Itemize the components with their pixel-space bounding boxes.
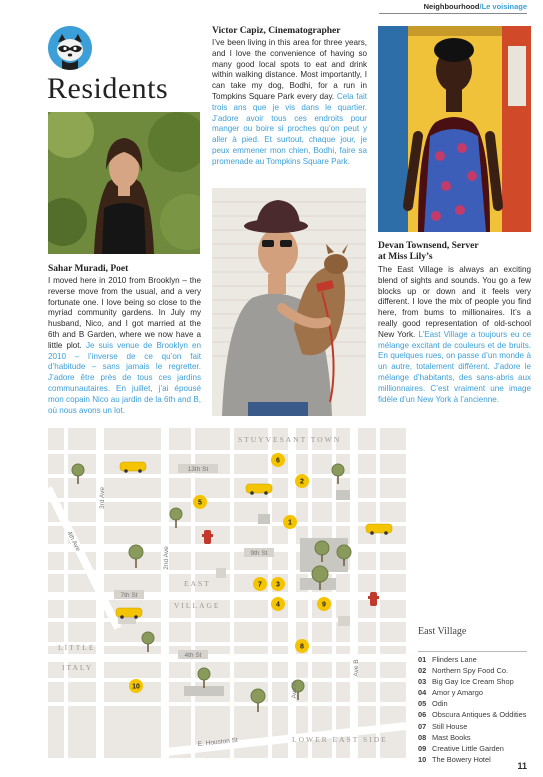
legend-item-number: 09 (418, 743, 427, 753)
legend-item-label: Still House (432, 721, 468, 731)
street-13th-label: 13th St (187, 466, 209, 473)
map-marker-6[interactable] (271, 453, 285, 467)
legend-title: East Village (418, 626, 467, 637)
avenue-3rd-label: 3rd Ave (99, 487, 106, 509)
resident-name-line: Devan Townsend, Server (378, 241, 479, 251)
section-title-alt: Le voisinage (481, 2, 527, 11)
avenue-b-label: Ave B (353, 659, 360, 677)
avenue-4th-label: 4th Ave (65, 530, 82, 553)
legend-item-number: 04 (418, 688, 427, 698)
map-marker-label: 8 (300, 643, 304, 651)
resident-text-en: I moved here in 2010 from Brooklyn – the reverse move from the usual, and a very fortunate one. I love being so close to the myriad community gardens. In July my husband, Nico, and I got married at the 6th and B Garden, where we now have a little plot. (48, 276, 201, 350)
map-marker-label: 9 (322, 601, 326, 609)
photo-sahar (48, 112, 200, 254)
resident-text-victor (212, 38, 367, 168)
legend-item (418, 651, 527, 665)
street-9th-label: 9th St (250, 550, 268, 557)
legend-item (418, 665, 527, 676)
resident-text-en: I’ve been living in this area for three years, and I love the convenience of having so many good local spots to eat and drink within walking distance. Most importantly, I can take my dog, Bodhi, for a run in Tompkins Square Park every day. (212, 38, 367, 101)
area-label-stuyvesant: STUYVESANT TOWN (238, 435, 342, 444)
resident-text-en: The East Village is always an exciting blend of sights and sounds. You go a few blocks up or down and it feels very different. I love the mix of people you find here, from bums to millionaires. It’s a really good representation of old-school New York. (378, 265, 531, 339)
legend-item-number: 05 (418, 699, 427, 709)
resident-text-fr: L’East Village a toujours eu ce mélange excitant de couleurs et de bruits. En quelques rues, on passe d’un monde à un autre, totalement différent. J’adore le mélange d’habitants, des sans-abris aux millionnaires. C’est vraiment une image fidèle d’un New York à l’ancienne. (378, 329, 531, 404)
legend-item-number: 01 (418, 655, 427, 664)
avenue-a-label: Ave A (291, 681, 298, 699)
legend-item-label: Flinders Lane (432, 655, 477, 664)
legend-item (418, 709, 527, 720)
legend-item (418, 732, 527, 743)
resident-name-victor: Victor Capiz, Cinematographer (212, 26, 341, 36)
area-label-east: EAST (184, 579, 211, 588)
legend-item-label: Odin (432, 699, 448, 709)
map-marker-label: 10 (132, 683, 140, 691)
map-marker-label: 7 (258, 581, 262, 589)
section-title: Neighbourhood (423, 2, 480, 11)
map-marker-label: 1 (288, 519, 292, 527)
legend-item-number: 02 (418, 666, 427, 676)
raccoon-logo-icon (48, 26, 92, 70)
photo-victor (212, 188, 366, 416)
legend-item-label: Amor y Amargo (432, 688, 483, 698)
map-marker-8[interactable] (295, 639, 309, 653)
map-marker-label: 2 (300, 478, 304, 486)
avenue-2nd-label: 2nd Ave (163, 546, 170, 570)
legend-item-label: Obscura Antiques & Oddities (432, 710, 527, 720)
resident-text-fr: Je suis venue de Brooklyn en 2010 – l’inverse de ce qu’on fait d’habitude – sans jamais le regretter. J’adore être près de tous ces jardins communautaires. En juillet, j’ai épousé mon copain Nico au jardin de la 6th and B, où nous avons un lot. (48, 340, 202, 415)
resident-name-sahar: Sahar Muradi, Poet (48, 264, 129, 274)
street-4th-label: 4th St (184, 652, 202, 659)
legend-item-label: Mast Books (432, 732, 471, 742)
map-marker-5[interactable] (193, 495, 207, 509)
resident-text-fr: Cela fait trois ans que je vis dans le quartier. J’adore avoir tous ces endroits pour manger ou boire si proches qu’on peut y aller à pied. Et surtout, chaque jour, je peux emmener mon chien, Bodhi, faire sa promenade au Tompkins Square Park. (212, 91, 367, 166)
map-marker-label: 5 (198, 499, 202, 507)
map-marker-3[interactable] (271, 577, 285, 591)
resident-text-sahar (48, 276, 201, 416)
legend-item (418, 743, 527, 754)
legend-item-label: Big Gay Ice Cream Shop (432, 677, 514, 687)
legend-item (418, 698, 527, 709)
resident-name-line: at Miss Lily’s (378, 252, 433, 262)
legend-item-label: Creative Little Garden (432, 743, 504, 753)
legend-item (418, 754, 527, 765)
area-label-village: VILLAGE (174, 601, 221, 610)
map-marker-label: 3 (276, 581, 280, 589)
legend-item (418, 687, 527, 698)
legend-item-label: Northern Spy Food Co. (432, 666, 508, 676)
area-label-little: LITTLE (58, 643, 96, 652)
page-number: 11 (517, 761, 527, 771)
legend-item-number: 08 (418, 732, 427, 742)
area-label-italy: ITALY (62, 663, 94, 672)
street-houston-label: E. Houston St (197, 736, 239, 748)
map-marker-1[interactable] (283, 515, 297, 529)
area-label-les: LOWER EAST SIDE (292, 735, 388, 744)
legend-item-number: 06 (418, 710, 427, 720)
legend-list (418, 651, 527, 765)
map-marker-10[interactable] (129, 679, 143, 693)
legend-item-number: 03 (418, 677, 427, 687)
map-marker-7[interactable] (253, 577, 267, 591)
neighbourhood-map (48, 428, 406, 758)
map-marker-9[interactable] (317, 597, 331, 611)
header-rule (379, 13, 527, 14)
resident-text-devan (378, 265, 531, 405)
map-marker-label: 6 (276, 457, 280, 465)
legend-item-label: The Bowery Hotel (432, 754, 491, 764)
legend-item-number: 10 (418, 754, 427, 764)
map-marker-2[interactable] (295, 474, 309, 488)
legend-item-number: 07 (418, 721, 427, 731)
page-title: Residents (47, 72, 169, 105)
legend-item (418, 721, 527, 732)
resident-name-devan (378, 241, 479, 263)
legend-item (418, 676, 527, 687)
map-marker-label: 4 (276, 601, 280, 609)
photo-devan (378, 26, 531, 232)
street-7th-label: 7th St (120, 592, 138, 599)
section-header (424, 0, 527, 11)
map-marker-4[interactable] (271, 597, 285, 611)
section-slash: / (479, 2, 482, 11)
